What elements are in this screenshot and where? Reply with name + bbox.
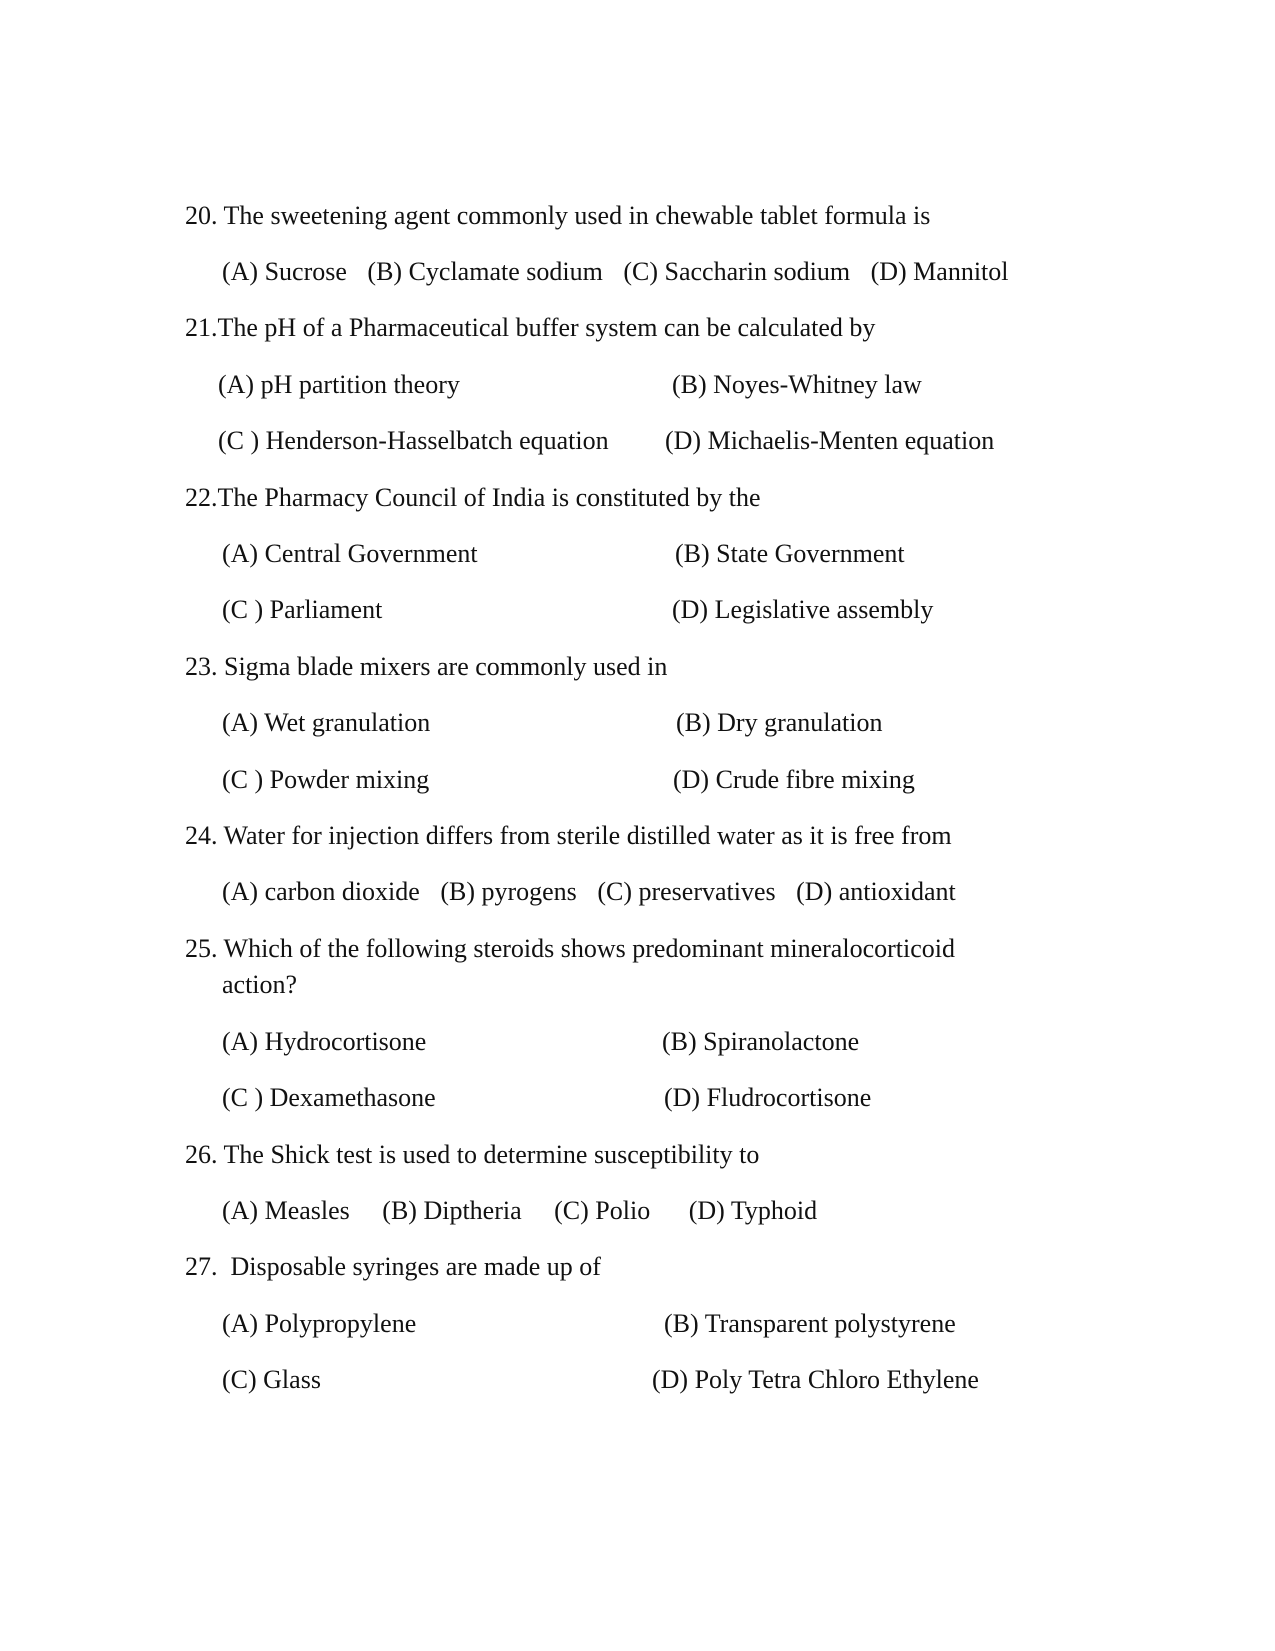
options-20: [222, 256, 1022, 288]
question-24: [185, 820, 952, 852]
option-c: (C) Saccharin sodium: [623, 257, 851, 286]
option-b: (B) Spiranolactone: [662, 1027, 860, 1056]
option-c: (C ) Powder mixing: [222, 765, 430, 794]
question-text: Disposable syringes are made up of: [230, 1252, 601, 1281]
question-25: [185, 933, 955, 965]
question-number: 21.: [185, 313, 218, 342]
question-text: The sweetening agent commonly used in chewable tablet formula is: [223, 201, 931, 230]
question-number: 23.: [185, 652, 218, 681]
question-text: The Shick test is used to determine susceptibility to: [223, 1140, 760, 1169]
option-d: (D) Fludrocortisone: [664, 1083, 872, 1112]
question-21: [185, 312, 875, 344]
question-text-continued: action?: [222, 970, 298, 999]
option-a: (A) Polypropylene: [222, 1309, 417, 1338]
option-c: (C) Glass: [222, 1365, 321, 1394]
option-a: (A) Central Government: [222, 539, 478, 568]
question-text: Sigma blade mixers are commonly used in: [224, 652, 668, 681]
option-b: (B) State Government: [675, 539, 905, 568]
question-text: Water for injection differs from sterile distilled water as it is free from: [223, 821, 952, 850]
question-text: The pH of a Pharmaceutical buffer system can be calculated by: [217, 313, 876, 342]
question-26: [185, 1139, 759, 1171]
options-26: [222, 1195, 817, 1227]
question-number: 25.: [185, 934, 218, 963]
option-a: (A) pH partition theory: [218, 370, 460, 399]
option-b: (B) Dry granulation: [676, 708, 883, 737]
option-b: (B) Cyclamate sodium: [367, 257, 603, 286]
options-24: [222, 876, 970, 908]
option-a: (A) carbon dioxide: [222, 877, 420, 906]
option-c: (C) preservatives: [597, 877, 776, 906]
question-20: [185, 200, 930, 232]
option-a: (A) Sucrose: [222, 257, 347, 286]
question-text: The Pharmacy Council of India is constituted by the: [217, 483, 761, 512]
option-d: (D) Typhoid: [688, 1196, 818, 1225]
question-number: 26.: [185, 1140, 218, 1169]
option-d: (D) Mannitol: [870, 257, 1009, 286]
option-c: (C ) Henderson-Hasselbatch equation: [218, 426, 609, 455]
question-number: 24.: [185, 821, 218, 850]
question-number: 20.: [185, 201, 218, 230]
option-b: (B) Noyes-Whitney law: [672, 370, 922, 399]
option-d: (D) Poly Tetra Chloro Ethylene: [652, 1365, 979, 1394]
option-a: (A) Measles: [222, 1196, 350, 1225]
option-d: (D) antioxidant: [796, 877, 956, 906]
question-27: [185, 1251, 601, 1283]
option-c: (C ) Dexamethasone: [222, 1083, 436, 1112]
option-c: (C ) Parliament: [222, 595, 383, 624]
option-d: (D) Crude fibre mixing: [673, 765, 915, 794]
question-number: 22.: [185, 483, 218, 512]
option-b: (B) pyrogens: [440, 877, 577, 906]
question-text: Which of the following steroids shows predominant mineralocorticoid: [223, 934, 955, 963]
option-b: (B) Transparent polystyrene: [664, 1309, 956, 1338]
option-a: (A) Hydrocortisone: [222, 1027, 427, 1056]
question-22: [185, 482, 761, 514]
option-d: (D) Michaelis-Menten equation: [665, 426, 995, 455]
question-number: 27.: [185, 1252, 218, 1281]
option-d: (D) Legislative assembly: [672, 595, 934, 624]
question-23: [185, 651, 667, 683]
option-a: (A) Wet granulation: [222, 708, 431, 737]
option-b: (B) Diptheria: [382, 1196, 522, 1225]
option-c: (C) Polio: [554, 1196, 651, 1225]
